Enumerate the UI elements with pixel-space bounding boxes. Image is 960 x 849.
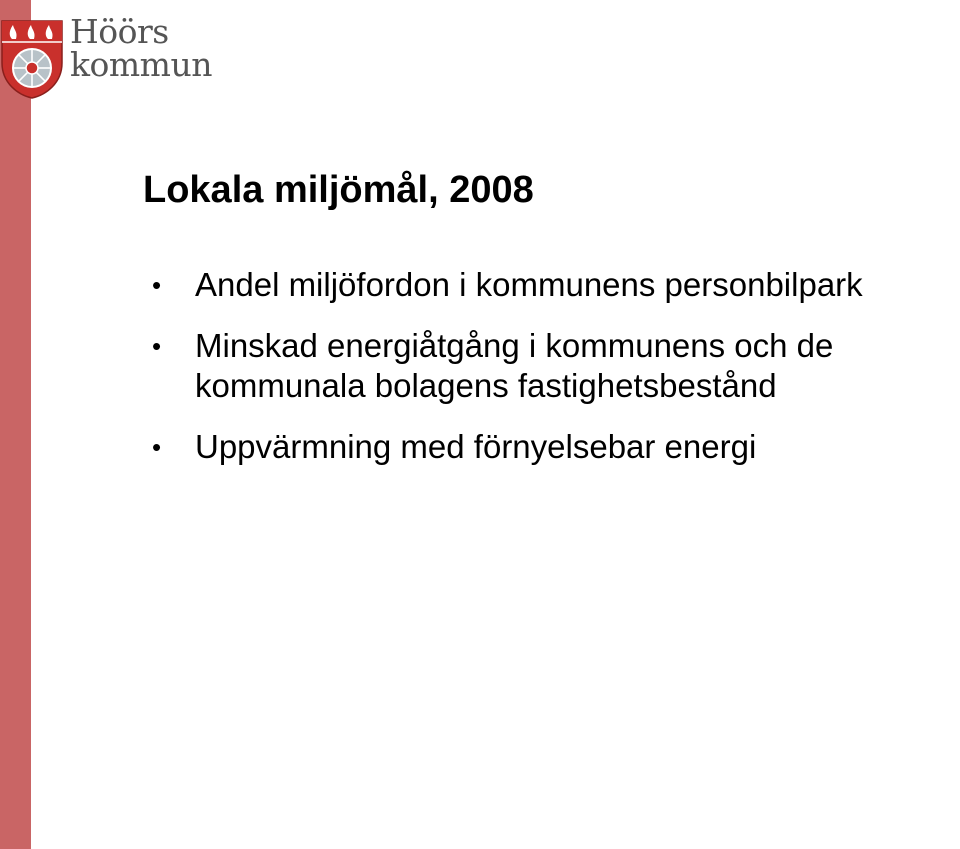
logo-wordmark bbox=[70, 12, 212, 84]
bullet-text: Minskad energiåtgång i kommunens och de kommunala bolagens fastighetsbestånd bbox=[195, 327, 834, 404]
list-item bbox=[152, 326, 952, 406]
logo-line-2: kommun bbox=[70, 45, 212, 84]
coat-of-arms-icon bbox=[0, 19, 64, 99]
bullet-marker: • bbox=[152, 331, 162, 361]
municipality-logo bbox=[0, 12, 230, 105]
logo-line-1: Höörs bbox=[70, 12, 169, 51]
bullet-marker: • bbox=[152, 432, 162, 462]
list-item bbox=[152, 265, 952, 305]
side-accent-bar bbox=[0, 0, 31, 849]
bullet-text: Andel miljöfordon i kommunens personbilpark bbox=[195, 266, 863, 303]
bullet-list bbox=[152, 265, 952, 488]
bullet-marker: • bbox=[152, 270, 162, 300]
slide-title: Lokala miljömål, 2008 bbox=[143, 169, 534, 211]
bullet-text: Uppvärmning med förnyelsebar energi bbox=[195, 428, 757, 465]
list-item bbox=[152, 427, 952, 467]
